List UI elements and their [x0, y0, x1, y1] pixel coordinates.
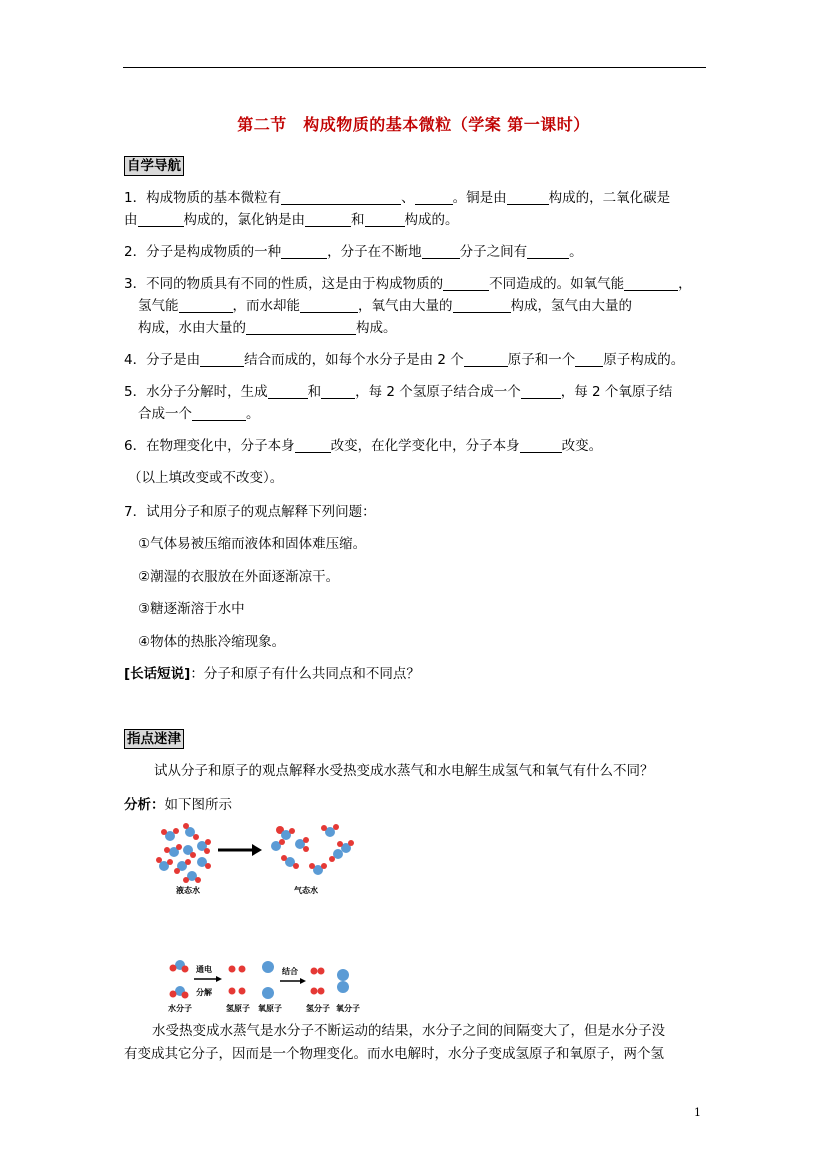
long-short-question: [长话短说]：分子和原子有什么共同点和不同点？: [124, 666, 420, 682]
question-5-line-2: 合成一个 。: [138, 406, 260, 422]
water-vapor-caption: 气态水: [294, 886, 318, 895]
blank[interactable]: [281, 244, 327, 259]
question-1-line-1: 1．构成物质的基本微粒有 、 。铜是由 构成的，二氧化碳是: [124, 190, 671, 206]
caption-hydrogen-atom: 氢原子: [226, 1004, 250, 1013]
page-number: 1: [694, 1106, 701, 1119]
question-7-item: ③糖逐渐溶于水中: [138, 601, 245, 617]
arrow-right-icon: [218, 844, 262, 856]
water-vapor-molecules: [271, 824, 354, 875]
product-molecules: [311, 968, 350, 995]
blank[interactable]: [365, 212, 405, 227]
blank[interactable]: [507, 190, 549, 205]
question-4: 4．分子是由 结合而成的，如每个水分子是由 2 个 原子和一个 原子构成的。: [124, 352, 685, 368]
blank[interactable]: [192, 406, 246, 421]
guidance-question: 试从分子和原子的观点解释水受热变成水蒸气和水电解生成氢气和氧气有什么不同？: [154, 763, 654, 779]
question-5-line-1: 5．水分子分解时，生成 和 ，每 2 个氢原子结合成一个 ，每 2 个氧原子结: [124, 384, 673, 400]
analysis-label: 分析：: [124, 797, 165, 813]
blank[interactable]: [305, 212, 351, 227]
section-header-guidance: 指点迷津: [124, 729, 184, 749]
blank[interactable]: [521, 384, 561, 399]
question-3-line-2: 氢气能 ，而水却能 ，氧气由大量的 构成，氢气由大量的: [138, 298, 632, 314]
question-7-stem: 7．试用分子和原子的观点解释下列问题：: [124, 504, 376, 520]
question-7-item: ①气体易被压缩而液体和固体难压缩。: [138, 536, 367, 552]
explanation-line-2: 有变成其它分子，因而是一个物理变化。而水电解时，水分子变成氢原子和氧原子，两个氢: [124, 1046, 664, 1062]
question-7-item: ④物体的热胀冷缩现象。: [138, 634, 286, 650]
blank[interactable]: [179, 298, 233, 313]
caption-hydrogen-molecule: 氢分子: [306, 1004, 330, 1013]
blank[interactable]: [268, 384, 308, 399]
blank[interactable]: [281, 190, 401, 205]
blank[interactable]: [200, 352, 244, 367]
section-header-self-study: 自学导航: [124, 156, 184, 176]
caption-water-molecule: 水分子: [168, 1004, 192, 1013]
separated-atoms: [229, 961, 275, 999]
question-6: 6．在物理变化中，分子本身 改变，在化学变化中，分子本身 改变。: [124, 438, 603, 454]
water-molecules: [170, 960, 189, 999]
blank[interactable]: [464, 352, 508, 367]
blank[interactable]: [415, 190, 453, 205]
arrow-label-combine: 结合: [282, 967, 298, 976]
liquid-water-molecules: [156, 823, 211, 883]
blank[interactable]: [295, 438, 331, 453]
blank[interactable]: [443, 276, 489, 291]
question-3-line-1: 3．不同的物质具有不同的性质，这是由于构成物质的 不同造成的。如氧气能 ，: [124, 276, 692, 292]
question-2: 2．分子是构成物质的一种 ，分子在不断地 分子之间有 。: [124, 244, 583, 260]
water-electrolysis-figure: [160, 955, 360, 1005]
page-title: 第二节 构成物质的基本微粒（学案 第一课时）: [237, 115, 590, 134]
analysis-line: 分析：如下图所示: [124, 797, 232, 813]
blank[interactable]: [138, 212, 184, 227]
blank[interactable]: [422, 244, 460, 259]
question-6-note: （以上填改变或不改变）。: [128, 470, 284, 486]
blank[interactable]: [246, 320, 356, 335]
blank[interactable]: [520, 438, 562, 453]
question-3-line-3: 构成，水由大量的 构成。: [138, 320, 397, 336]
question-1-line-2: 由 构成的，氯化钠是由 和 构成的。: [124, 212, 459, 228]
blank[interactable]: [321, 384, 355, 399]
arrow-right-icon: [194, 976, 222, 982]
question-7-item: ②潮湿的衣服放在外面逐渐凉干。: [138, 569, 340, 585]
liquid-water-caption: 液态水: [176, 886, 200, 895]
blank[interactable]: [527, 244, 569, 259]
arrow-label-electrify: 通电: [196, 965, 212, 974]
caption-oxygen-molecule: 氧分子: [336, 1004, 360, 1013]
header-rule: [123, 67, 706, 68]
explanation-line-1: 水受热变成水蒸气是水分子不断运动的结果，水分子之间的间隔变大了，但是水分子没: [152, 1023, 665, 1039]
arrow-right-icon: [280, 978, 306, 984]
blank[interactable]: [453, 298, 511, 313]
long-short-label: [长话短说]: [124, 666, 191, 682]
blank[interactable]: [300, 298, 358, 313]
arrow-label-decompose: 分解: [196, 988, 212, 997]
blank[interactable]: [575, 352, 603, 367]
caption-oxygen-atom: 氧原子: [258, 1004, 282, 1013]
blank[interactable]: [624, 276, 678, 291]
